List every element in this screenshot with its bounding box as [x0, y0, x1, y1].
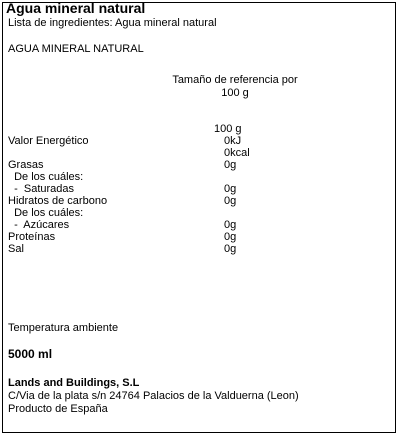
nutrition-label-fat: Grasas [8, 159, 44, 171]
nutrition-value-fat: 0g [224, 159, 237, 171]
nutrition-label-saturates: - Saturadas [8, 183, 75, 195]
nutrition-label-sugars: - Azúcares [8, 219, 70, 231]
company-name: Lands and Buildings, S.L [8, 377, 140, 389]
nutrition-value-sugars: 0g [224, 219, 237, 231]
nutrition-value-energy-kcal: 0kcal [224, 147, 250, 159]
ingredients-list: Lista de ingredientes: Agua mineral natural [8, 17, 217, 29]
product-name: AGUA MINERAL NATURAL [8, 43, 144, 55]
nutrition-label-carbohydrates: Hidratos de carbono [8, 195, 108, 207]
nutrition-label-protein: Proteínas [8, 231, 56, 243]
nutrition-value-energy-kj: 0kJ [224, 135, 242, 147]
nutrition-label-salt: Sal [8, 243, 24, 255]
storage-conditions: Temperatura ambiente [8, 322, 119, 334]
company-address: C/Via de la plata s/n 24764 Palacios de la Valduerna (Leon) [8, 390, 299, 402]
product-title: Agua mineral natural [6, 0, 146, 16]
reference-size-line2: 100 g [221, 87, 249, 99]
nutrition-label-energy: Valor Energético [8, 135, 89, 147]
net-volume: 5000 ml [8, 347, 53, 361]
nutrition-label-fat-of-which: De los cuáles: [8, 171, 84, 183]
nutrition-value-protein: 0g [224, 231, 237, 243]
reference-size-line1: Tamaño de referencia por [172, 74, 298, 86]
country-of-origin: Producto de España [8, 403, 108, 415]
nutrition-label-carbs-of-which: De los cuáles: [8, 207, 84, 219]
nutrition-value-carbohydrates: 0g [224, 195, 237, 207]
nutrition-value-salt: 0g [224, 243, 237, 255]
nutrition-value-saturates: 0g [224, 183, 237, 195]
per-100g-header: 100 g [214, 123, 242, 135]
